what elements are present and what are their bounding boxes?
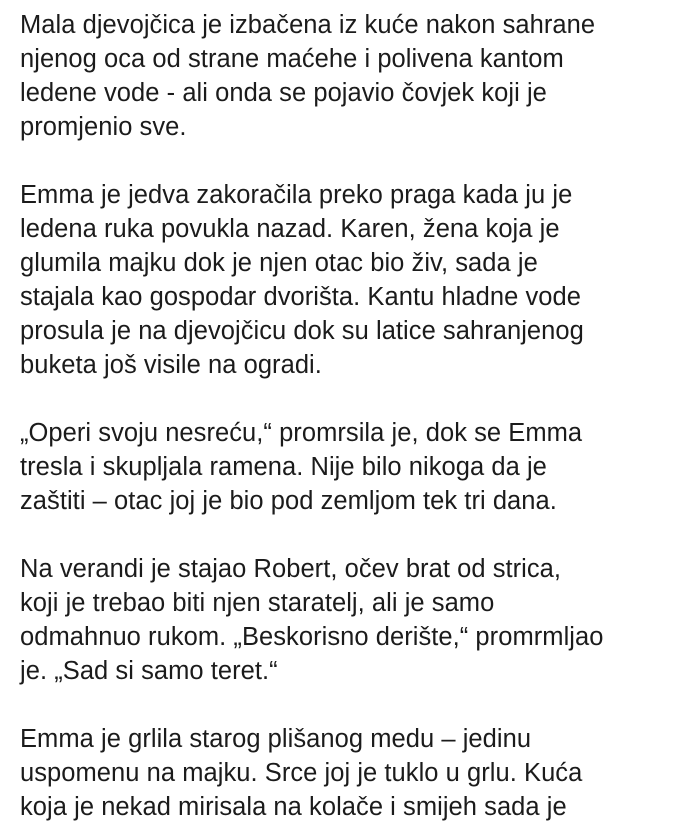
text-line: Na verandi je stajao Robert, očev brat od strica, — [20, 555, 562, 583]
paragraph-3 — [20, 416, 582, 518]
paragraph-1 — [20, 8, 595, 144]
text-line: koja je nekad mirisala na kolače i smijeh sada je — [20, 793, 567, 821]
paragraph-4 — [20, 552, 603, 688]
text-line: zaštiti – otac joj je bio pod zemljom tek tri dana. — [20, 487, 557, 515]
text-line: promjenio sve. — [20, 113, 187, 141]
text-line: Emma je grlila starog plišanog medu – jedinu — [20, 725, 532, 753]
text-line: Mala djevojčica je izbačena iz kuće nakon sahrane — [20, 11, 596, 39]
text-line: uspomenu na majku. Srce joj je tuklo u grlu. Kuća — [20, 759, 583, 787]
text-line: „Operi svoju nesreću,“ promrsila je, dok se Emma — [20, 419, 583, 447]
text-line: glumila majku dok je njen otac bio živ, sada je — [20, 249, 538, 277]
text-line: odmahnuo rukom. „Beskorisno derište,“ promrmljao — [20, 623, 604, 651]
text-line: stajala kao gospodar dvorišta. Kantu hladne vode — [20, 283, 581, 311]
text-line: je. „Sad si samo teret.“ — [20, 657, 278, 685]
paragraph-5 — [20, 722, 582, 824]
text-line: prosula je na djevojčicu dok su latice sahranjenog — [20, 317, 584, 345]
text-line: koji je trebao biti njen staratelj, ali je samo — [20, 589, 495, 617]
text-line: njenog oca od strane maćehe i polivena kantom — [20, 45, 564, 73]
paragraph-2 — [20, 178, 584, 382]
text-line: Emma je jedva zakoračila preko praga kada ju je — [20, 181, 573, 209]
text-line: buketa još visile na ogradi. — [20, 351, 322, 379]
text-line: ledene vode - ali onda se pojavio čovjek koji je — [20, 79, 547, 107]
text-line: tresla i skupljala ramena. Nije bilo nikoga da je — [20, 453, 547, 481]
text-line: ledena ruka povukla nazad. Karen, žena koja je — [20, 215, 560, 243]
